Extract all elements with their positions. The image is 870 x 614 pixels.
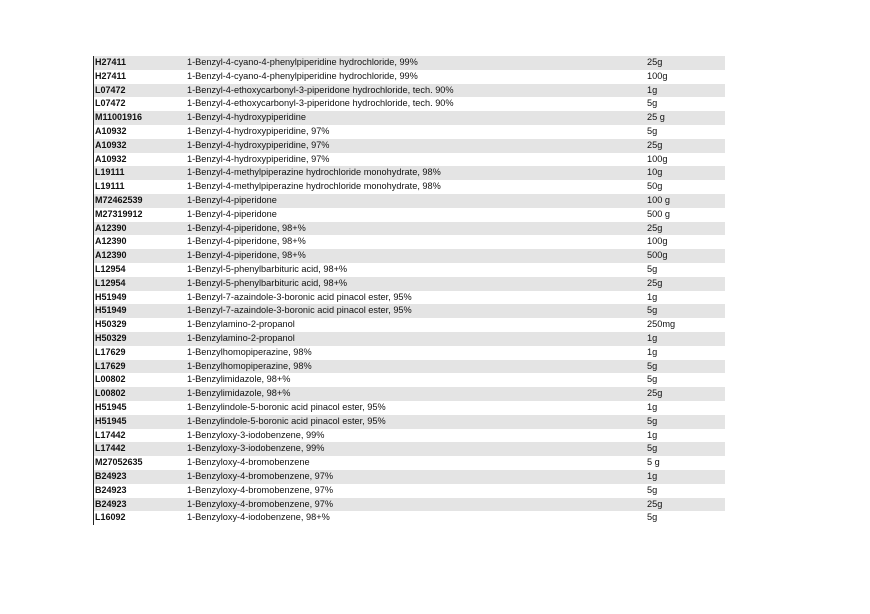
- package-size: 100 g: [647, 194, 670, 205]
- table-row: [94, 208, 725, 222]
- table-row: [94, 456, 725, 470]
- product-name: 1-Benzylimidazole, 98+%: [187, 374, 291, 385]
- package-size: 500 g: [647, 208, 670, 219]
- table-row: [94, 429, 725, 443]
- product-code: L17629: [95, 346, 126, 357]
- product-name: 1-Benzyl-4-piperidone: [187, 194, 277, 205]
- package-size: 5g: [647, 512, 658, 523]
- table-row: [94, 222, 725, 236]
- product-code: B24923: [95, 484, 127, 495]
- product-name: 1-Benzylamino-2-propanol: [187, 332, 295, 343]
- product-code: L00802: [95, 374, 126, 385]
- table-row: [94, 304, 725, 318]
- package-size: 100g: [647, 236, 668, 247]
- package-size: 25g: [647, 222, 663, 233]
- package-size: 1g: [647, 332, 658, 343]
- package-size: 500g: [647, 250, 668, 261]
- table-row: [94, 56, 725, 70]
- package-size: 5g: [647, 360, 658, 371]
- package-size: 25g: [647, 57, 663, 67]
- product-name: 1-Benzylimidazole, 98+%: [187, 388, 291, 399]
- package-size: 5g: [647, 98, 658, 109]
- product-code: H51949: [95, 291, 127, 302]
- product-name: 1-Benzyl-4-methylpiperazine hydrochloride monohydrate, 98%: [187, 181, 441, 192]
- product-name: 1-Benzyloxy-4-bromobenzene: [187, 457, 310, 468]
- product-code: L07472: [95, 98, 126, 109]
- product-name: 1-Benzyl-4-ethoxycarbonyl-3-piperidone hydrochloride, tech. 90%: [187, 98, 454, 109]
- package-size: 5g: [647, 305, 658, 316]
- package-size: 5g: [647, 263, 658, 274]
- product-name: 1-Benzyl-4-piperidone, 98+%: [187, 222, 306, 233]
- product-code: A12390: [95, 222, 127, 233]
- table-row: [94, 442, 725, 456]
- package-size: 5g: [647, 443, 658, 454]
- product-code: M27319912: [95, 208, 143, 219]
- product-code: L17442: [95, 429, 126, 440]
- product-name: 1-Benzyl-7-azaindole-3-boronic acid pinacol ester, 95%: [187, 305, 412, 316]
- product-code: B24923: [95, 470, 127, 481]
- table-row: [94, 263, 725, 277]
- product-name: 1-Benzyl-4-ethoxycarbonyl-3-piperidone hydrochloride, tech. 90%: [187, 84, 454, 95]
- table-row: [94, 318, 725, 332]
- package-size: 25 g: [647, 112, 665, 123]
- product-name: 1-Benzyl-4-hydroxypiperidine, 97%: [187, 139, 330, 150]
- table-row: [94, 415, 725, 429]
- table-row: [94, 360, 725, 374]
- table-row: [94, 401, 725, 415]
- product-code: H51949: [95, 305, 127, 316]
- product-code: L17442: [95, 443, 126, 454]
- product-name: 1-Benzyl-4-piperidone: [187, 208, 277, 219]
- product-code: M27052635: [95, 457, 143, 468]
- package-size: 5g: [647, 125, 658, 136]
- table-row: [94, 484, 725, 498]
- package-size: 25g: [647, 498, 663, 509]
- table-row: [94, 291, 725, 305]
- table-row: [94, 111, 725, 125]
- table-row: [94, 346, 725, 360]
- product-code: M72462539: [95, 194, 143, 205]
- table-row: [94, 70, 725, 84]
- product-name: 1-Benzyl-5-phenylbarbituric acid, 98+%: [187, 277, 348, 288]
- product-name: 1-Benzylamino-2-propanol: [187, 319, 295, 330]
- product-name: 1-Benzyl-5-phenylbarbituric acid, 98+%: [187, 263, 348, 274]
- product-name: 1-Benzyl-4-piperidone, 98+%: [187, 236, 306, 247]
- product-table: [93, 56, 725, 525]
- package-size: 100g: [647, 70, 668, 81]
- product-name: 1-Benzyl-4-hydroxypiperidine: [187, 112, 306, 123]
- product-code: M11001916: [95, 112, 143, 123]
- table-row: [94, 166, 725, 180]
- product-name: 1-Benzyloxy-4-bromobenzene, 97%: [187, 470, 334, 481]
- product-name: 1-Benzyloxy-4-iodobenzene, 98+%: [187, 512, 330, 523]
- product-code: H50329: [95, 319, 127, 330]
- product-name: 1-Benzyloxy-3-iodobenzene, 99%: [187, 429, 325, 440]
- product-name: 1-Benzyl-4-hydroxypiperidine, 97%: [187, 125, 330, 136]
- product-code: H51945: [95, 401, 127, 412]
- product-code: A10932: [95, 153, 127, 164]
- product-code: H27411: [95, 70, 127, 81]
- product-name: 1-Benzylindole-5-boronic acid pinacol ester, 95%: [187, 415, 386, 426]
- table-row: [94, 180, 725, 194]
- table-row: [94, 387, 725, 401]
- package-size: 5g: [647, 415, 658, 426]
- table-row: [94, 235, 725, 249]
- product-code: A10932: [95, 139, 127, 150]
- package-size: 10g: [647, 167, 663, 178]
- table-row: [94, 373, 725, 387]
- product-code: L00802: [95, 388, 126, 399]
- product-name: 1-Benzylhomopiperazine, 98%: [187, 346, 312, 357]
- product-code: A12390: [95, 236, 127, 247]
- product-code: L16092: [95, 512, 126, 523]
- product-name: 1-Benzyl-4-methylpiperazine hydrochloride monohydrate, 98%: [187, 167, 441, 178]
- table-row: [94, 249, 725, 263]
- package-size: 25g: [647, 277, 663, 288]
- package-size: 5g: [647, 484, 658, 495]
- table-row: [94, 511, 725, 525]
- product-code: H51945: [95, 415, 127, 426]
- product-name: 1-Benzyl-4-hydroxypiperidine, 97%: [187, 153, 330, 164]
- package-size: 100g: [647, 153, 668, 164]
- table-row: [94, 332, 725, 346]
- product-code: L19111: [95, 181, 125, 192]
- package-size: 1g: [647, 346, 658, 357]
- product-code: H50329: [95, 332, 127, 343]
- product-code: L19111: [95, 167, 125, 178]
- package-size: 250mg: [647, 319, 676, 330]
- product-name: 1-Benzyloxy-4-bromobenzene, 97%: [187, 484, 334, 495]
- table-row: [94, 125, 725, 139]
- product-code: L07472: [95, 84, 126, 95]
- table-row: [94, 139, 725, 153]
- package-size: 1g: [647, 470, 658, 481]
- product-name: 1-Benzyloxy-4-bromobenzene, 97%: [187, 498, 334, 509]
- table-row: [94, 470, 725, 484]
- package-size: 5g: [647, 374, 658, 385]
- table-row: [94, 153, 725, 167]
- product-code: A12390: [95, 250, 127, 261]
- product-name: 1-Benzyl-4-cyano-4-phenylpiperidine hydrochloride, 99%: [187, 70, 418, 81]
- package-size: 1g: [647, 291, 658, 302]
- package-size: 25g: [647, 388, 663, 399]
- product-name: 1-Benzyl-4-cyano-4-phenylpiperidine hydrochloride, 99%: [187, 57, 418, 67]
- product-code: L17629: [95, 360, 126, 371]
- product-code: L12954: [95, 277, 126, 288]
- package-size: 50g: [647, 181, 663, 192]
- package-size: 5 g: [647, 457, 660, 468]
- product-name: 1-Benzyl-4-piperidone, 98+%: [187, 250, 306, 261]
- product-code: H27411: [95, 57, 127, 67]
- product-name: 1-Benzylhomopiperazine, 98%: [187, 360, 312, 371]
- table-row: [94, 498, 725, 512]
- product-code: A10932: [95, 125, 127, 136]
- product-code: L12954: [95, 263, 126, 274]
- table-row: [94, 84, 725, 98]
- table-row: [94, 277, 725, 291]
- table-row: [94, 97, 725, 111]
- product-code: B24923: [95, 498, 127, 509]
- package-size: 25g: [647, 139, 663, 150]
- package-size: 1g: [647, 84, 658, 95]
- product-name: 1-Benzyl-7-azaindole-3-boronic acid pinacol ester, 95%: [187, 291, 412, 302]
- package-size: 1g: [647, 429, 658, 440]
- package-size: 1g: [647, 401, 658, 412]
- product-name: 1-Benzyloxy-3-iodobenzene, 99%: [187, 443, 325, 454]
- table-row: [94, 194, 725, 208]
- product-name: 1-Benzylindole-5-boronic acid pinacol ester, 95%: [187, 401, 386, 412]
